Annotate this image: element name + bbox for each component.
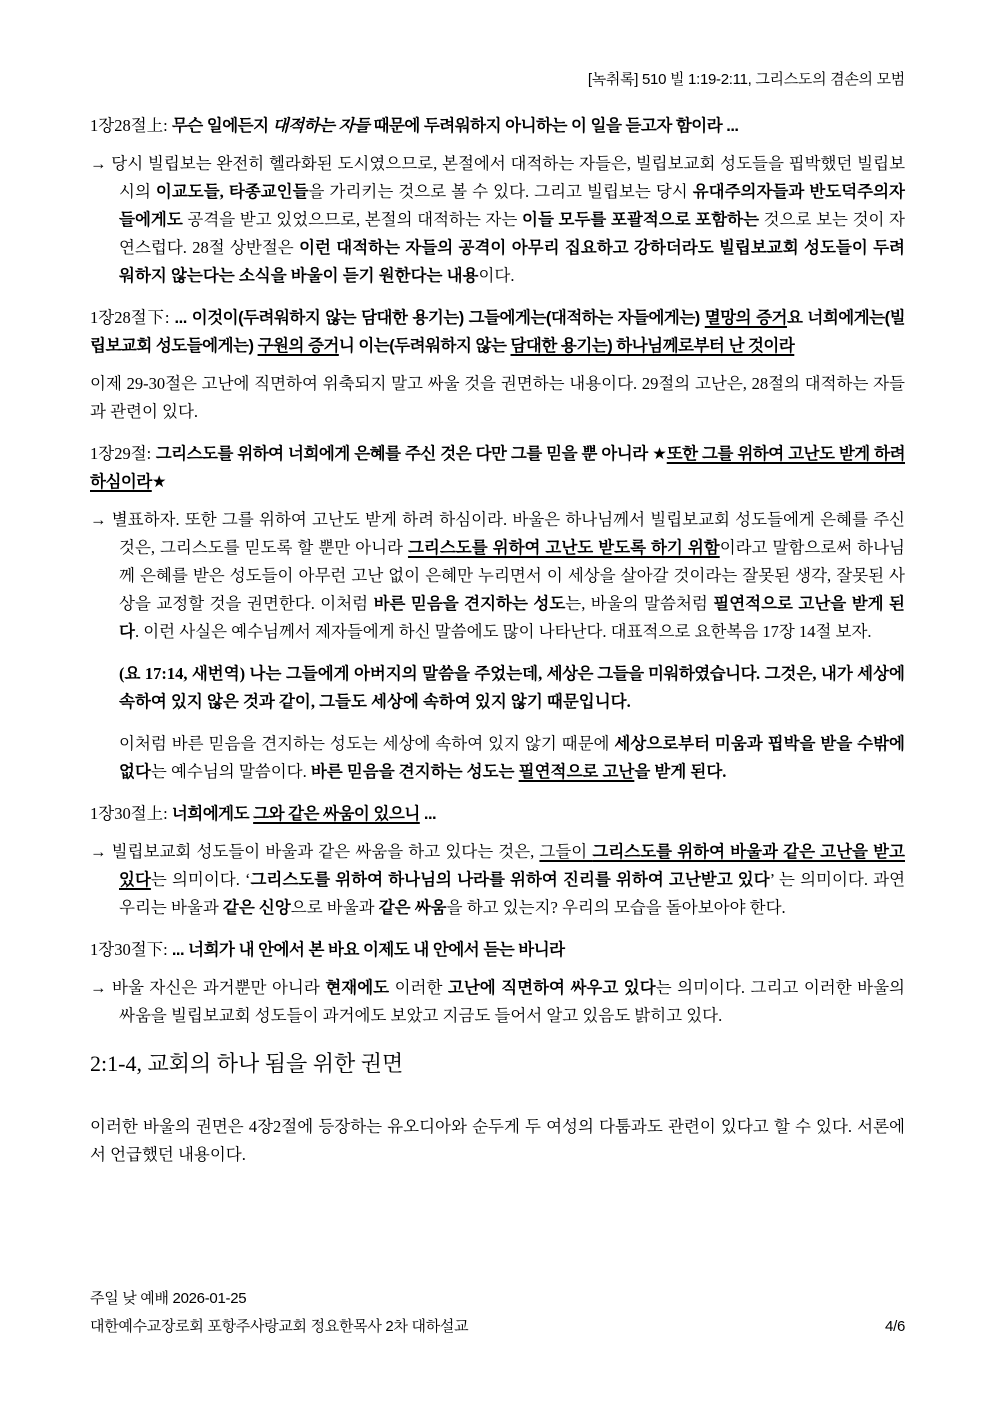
text-run: 2:1-4, 교회의 하나 됨을 위한 권면: [90, 1051, 404, 1076]
text-run: 당시 빌립보는 완전히 헬라화된 도시였으므로, 본절에서 대적하는 자들은, 빌립보교회 성도들을 핍박했던 빌립보시의: [111, 154, 906, 201]
verse-heading-1-28-upper: [90, 112, 905, 140]
intro-29-30-paragraph: [90, 370, 905, 426]
text-run: (요 17:14, 새번역) 나는 그들에게 아버지의 말씀을 주었는데,: [119, 664, 547, 683]
text-run: 같은 싸움: [378, 898, 447, 917]
text-run: 바른 믿음을 견지하는 성도: [373, 594, 566, 613]
commentary-1-30-upper: [90, 838, 905, 922]
text-run: ...: [419, 805, 437, 823]
text-run: 세상으로부터 미움과 핍박을 받을 수밖에 없다: [119, 734, 905, 781]
text-run: 는 의미이다. 그리고 이러한 바울의 싸움을 빌립보교회 성도들이 과거에도 보았고 지금도 들어서 알고 있음도 밝히고 있다.: [119, 978, 905, 1025]
text-run: 이러한 바울의 권면은 4장2절에 등장하는 유오디아와 순두게 두 여성의 다툼과도 관련이 있다고 할 수 있다. 서론에서 언급했던 내용이다.: [90, 1117, 905, 1164]
text-run: 고난에 직면하여 싸우고 있다: [447, 978, 656, 997]
text-run: 을 하고 있는지? 우리의 모습을 돌아보아야 한다.: [446, 898, 786, 917]
text-run: 대적하는 자들: [272, 117, 370, 135]
text-run: ★: [151, 473, 167, 491]
verse-heading-1-28-lower: [90, 304, 905, 360]
text-run: →: [90, 842, 112, 861]
text-run: 그리스도를 위하여 하나님의 나라를 위하여 진리를 위하여 고난받고 있다: [250, 870, 770, 889]
text-run: →: [90, 154, 112, 173]
text-run: 이교도들, 타종교인들: [155, 182, 309, 201]
text-run: 바울 자신은 과거뿐만 아니라: [112, 978, 326, 997]
text-run: 요 너희에게는(빌립보교회 성도들에게는): [90, 309, 906, 355]
quote-john-17-14: [119, 660, 905, 716]
text-run: 이들 모두를 포괄적으로 포함하는: [522, 210, 760, 229]
text-run: 는 의미이다. ‘: [150, 870, 251, 889]
page-footer: [90, 1285, 905, 1341]
text-run: 바른 믿음을 견지하는 성도는: [310, 762, 519, 781]
text-run: 담대한 용기는) 하나님께로부터 난 것이라: [510, 337, 795, 355]
text-run: 구원의 증거: [257, 337, 339, 355]
text-run: 는, 바울의 말씀처럼: [565, 594, 714, 613]
text-run: 필연적으로 고난: [518, 762, 635, 781]
text-run: 필연적으로 고난을 받게 된다: [119, 594, 905, 641]
text-run: ... 너희가 내 안에서 본 바요 이제도 내 안에서 듣는 바니라: [171, 941, 565, 959]
section-heading-2-1-4: [90, 1048, 905, 1080]
text-run: 1장30절下:: [90, 940, 172, 959]
text-run: 이제 29-30절은 고난에 직면하여 위축되지 말고 싸울 것을 권면하는 내용이다. 29절의 고난은, 28절의 대적하는 자들과 관련이 있다.: [90, 374, 905, 421]
commentary-1-30-lower: [90, 974, 905, 1030]
section-intro-paragraph: [90, 1113, 905, 1169]
text-run: 니 이는(두려워하지 않는: [338, 337, 511, 355]
text-run: 이러한: [389, 978, 448, 997]
text-run: 세상은 그들을 미워하였습니다: [546, 665, 757, 683]
text-run: 멸망의 증거: [704, 309, 787, 327]
text-run: 을 가리키는 것으로 볼 수 있다. 그리고 빌립보는 당시: [308, 182, 693, 201]
footer-church-row: [90, 1313, 905, 1341]
text-run: 1장30절上:: [90, 804, 172, 823]
text-run: 때문에 두려워하지 아니하는 이 일을 듣고자 함이라 ...: [369, 117, 739, 135]
text-run: 이처럼 바른 믿음을 견지하는 성도는 세상에 속하여 있지 않기 때문에: [119, 734, 615, 753]
text-run: 그리스도를 위하여 바울과 같은 고난을 받고 있다: [119, 842, 905, 889]
text-run: 을 받게 된다.: [634, 762, 727, 781]
text-run: 별표하자. 또한 그를 위하여 고난도 받게 하려 하심이라. 바울은 하나님께서 빌립보교회 성도들에게 은혜를 주신 것은, 그리스도를 믿도록 할 뿐만 아니라: [111, 510, 905, 557]
text-run: 현재에도: [325, 978, 390, 997]
text-run: 으로 바울과: [290, 898, 379, 917]
footer-church-line: 대한예수교장로회 포항주사랑교회 정요한목사 2차 대하설교: [90, 1318, 469, 1335]
text-run: 이런 대적하는 자들의 공격이 아무리 집요하고 강하더라도 빌립보교회 성도들이 두려워하지 않는다는 소식을 바울이 듣기 원한다는 내용: [119, 238, 905, 285]
text-run: 유대주의자들과 반도덕주의자들에게도: [119, 182, 905, 229]
header-note: [녹취록] 510 빌 1:19-2:11, 그리스도의 겸손의 모범: [587, 71, 905, 88]
text-run: 것으로 보는 것이 자연스럽다. 28절 상반절은: [119, 210, 905, 257]
text-run: 는 예수님의 말씀이다.: [150, 762, 311, 781]
text-run: ... 이것이(두려워하지 않는 담대한 용기는) 그들에게는(대적하는 자들에게는): [174, 309, 705, 327]
text-run: →: [90, 978, 113, 997]
verse-heading-1-30-lower: [90, 936, 905, 964]
text-run: 무슨 일에든지: [171, 117, 273, 135]
verse-heading-1-30-upper: [90, 800, 905, 828]
text-run: . 그것은, 내가 세상에 속하여 있지 않은 것과 같이, 그들도 세상에 속하여 있지 않기 때문입니다.: [119, 664, 905, 711]
footer-service-line: 주일 낮 예배 2026-01-25: [90, 1290, 247, 1307]
text-run: →: [90, 510, 112, 529]
text-run: 그와 같은 싸움이 있으니: [253, 805, 420, 823]
text-run: 그들이: [539, 842, 593, 861]
text-run: 공격을 받고 있었으므로, 본절의 대적하는 자는: [182, 210, 523, 229]
text-run: 빌립보교회 성도들이 바울과 같은 싸움을 하고 있다는 것은,: [111, 842, 540, 861]
verse-heading-1-29: [90, 440, 905, 496]
text-run: 그리스도를 위하여 고난도 받도록 하기 위함: [407, 538, 720, 557]
text-run: 1장28절下:: [90, 308, 175, 327]
text-run: 그리스도를 위하여 너희에게 은혜를 주신 것은 다만 그를 믿을 뿐 아니라 ★: [155, 445, 667, 463]
text-run: 또한 그를 위하여 고난도 받게 하려 하심이라: [90, 445, 906, 491]
text-run: 같은 신앙: [222, 898, 291, 917]
commentary-1-28-upper: [90, 150, 905, 290]
quote-commentary: [119, 730, 905, 786]
text-run: 1장29절:: [90, 444, 156, 463]
text-run: 1장28절上:: [90, 116, 172, 135]
text-run: 이라고 말함으로써 하나님께 은혜를 받은 성도들이 아무런 고난 없이 은혜만 누리면서 이 세상을 살아갈 것이라는 잘못된 생각, 잘못된 사상을 교정할 것을 권면한다. 이처럼: [119, 538, 905, 613]
commentary-1-29: [90, 506, 905, 646]
text-run: 이다.: [478, 266, 515, 285]
footer-page-number: 4/6: [885, 1318, 905, 1335]
text-run: ’ 는 의미이다. 과연 우리는 바울과: [119, 870, 906, 917]
text-run: 너희에게도: [171, 805, 254, 823]
text-run: . 이런 사실은 예수님께서 제자들에게 하신 말씀에도 많이 나타난다. 대표적으로 요한복음 17장 14절 보자.: [134, 622, 872, 641]
